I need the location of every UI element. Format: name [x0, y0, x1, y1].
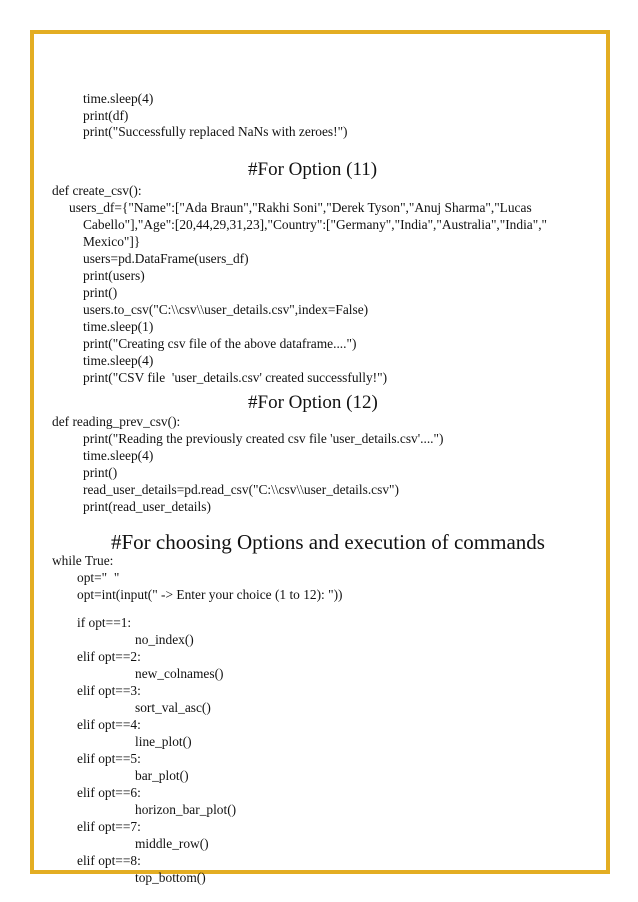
branch-call: middle_row(): [135, 836, 209, 851]
code-line: print("Successfully replaced NaNs with zeroes!"): [83, 124, 348, 139]
branch-condition: elif opt==7:: [77, 819, 141, 834]
code-line: time.sleep(4): [83, 448, 154, 463]
function-definition: def reading_prev_csv():: [52, 414, 181, 429]
code-line: Cabello"],"Age":[20,44,29,31,23],"Country":["Germany","India","Australia","India",": [83, 217, 548, 232]
code-line: print("Creating csv file of the above dataframe...."): [83, 336, 357, 351]
branch-condition: elif opt==5:: [77, 751, 141, 766]
code-line: print(df): [83, 108, 129, 123]
code-line: time.sleep(1): [83, 319, 154, 334]
branch-call: sort_val_asc(): [135, 700, 211, 715]
branch-call: line_plot(): [135, 734, 192, 749]
section-heading-option-11: #For Option (11): [248, 159, 378, 180]
code-line: users.to_csv("C:\\csv\\user_details.csv",index=False): [83, 302, 369, 317]
code-line: time.sleep(4): [83, 91, 154, 106]
code-line: print(): [83, 465, 118, 480]
branch-call: no_index(): [135, 632, 194, 647]
branch-condition: elif opt==4:: [77, 717, 141, 732]
code-line: time.sleep(4): [83, 353, 154, 368]
code-line: opt=int(input(" -> Enter your choice (1 to 12): ")): [77, 587, 343, 602]
code-line: users=pd.DataFrame(users_df): [83, 251, 249, 266]
code-line: print(read_user_details): [83, 499, 211, 514]
branch-condition: elif opt==6:: [77, 785, 141, 800]
branch-condition: elif opt==3:: [77, 683, 141, 698]
section-heading-option-12: #For Option (12): [248, 392, 378, 413]
branch-condition: elif opt==2:: [77, 649, 141, 664]
branch-call: bar_plot(): [135, 768, 189, 783]
while-statement: while True:: [52, 553, 114, 568]
code-line: print("Reading the previously created csv file 'user_details.csv'...."): [83, 431, 444, 446]
code-line: print(): [83, 285, 118, 300]
branch-condition: elif opt==8:: [77, 853, 141, 868]
function-definition: def create_csv():: [52, 183, 142, 198]
code-line: users_df={"Name":["Ada Braun","Rakhi Soni","Derek Tyson","Anuj Sharma","Lucas: [69, 200, 532, 215]
branch-call: horizon_bar_plot(): [135, 802, 237, 817]
code-line: print(users): [83, 268, 145, 283]
branch-call: top_bottom(): [135, 870, 206, 885]
code-line: read_user_details=pd.read_csv("C:\\csv\\user_details.csv"): [83, 482, 399, 497]
code-line: opt=" ": [77, 570, 120, 585]
code-line: Mexico"]}: [83, 234, 141, 249]
branch-call: new_colnames(): [135, 666, 224, 681]
section-heading-main: #For choosing Options and execution of commands: [111, 530, 545, 554]
code-line: print("CSV file 'user_details.csv' created successfully!"): [83, 370, 388, 385]
branch-condition: if opt==1:: [77, 615, 132, 630]
